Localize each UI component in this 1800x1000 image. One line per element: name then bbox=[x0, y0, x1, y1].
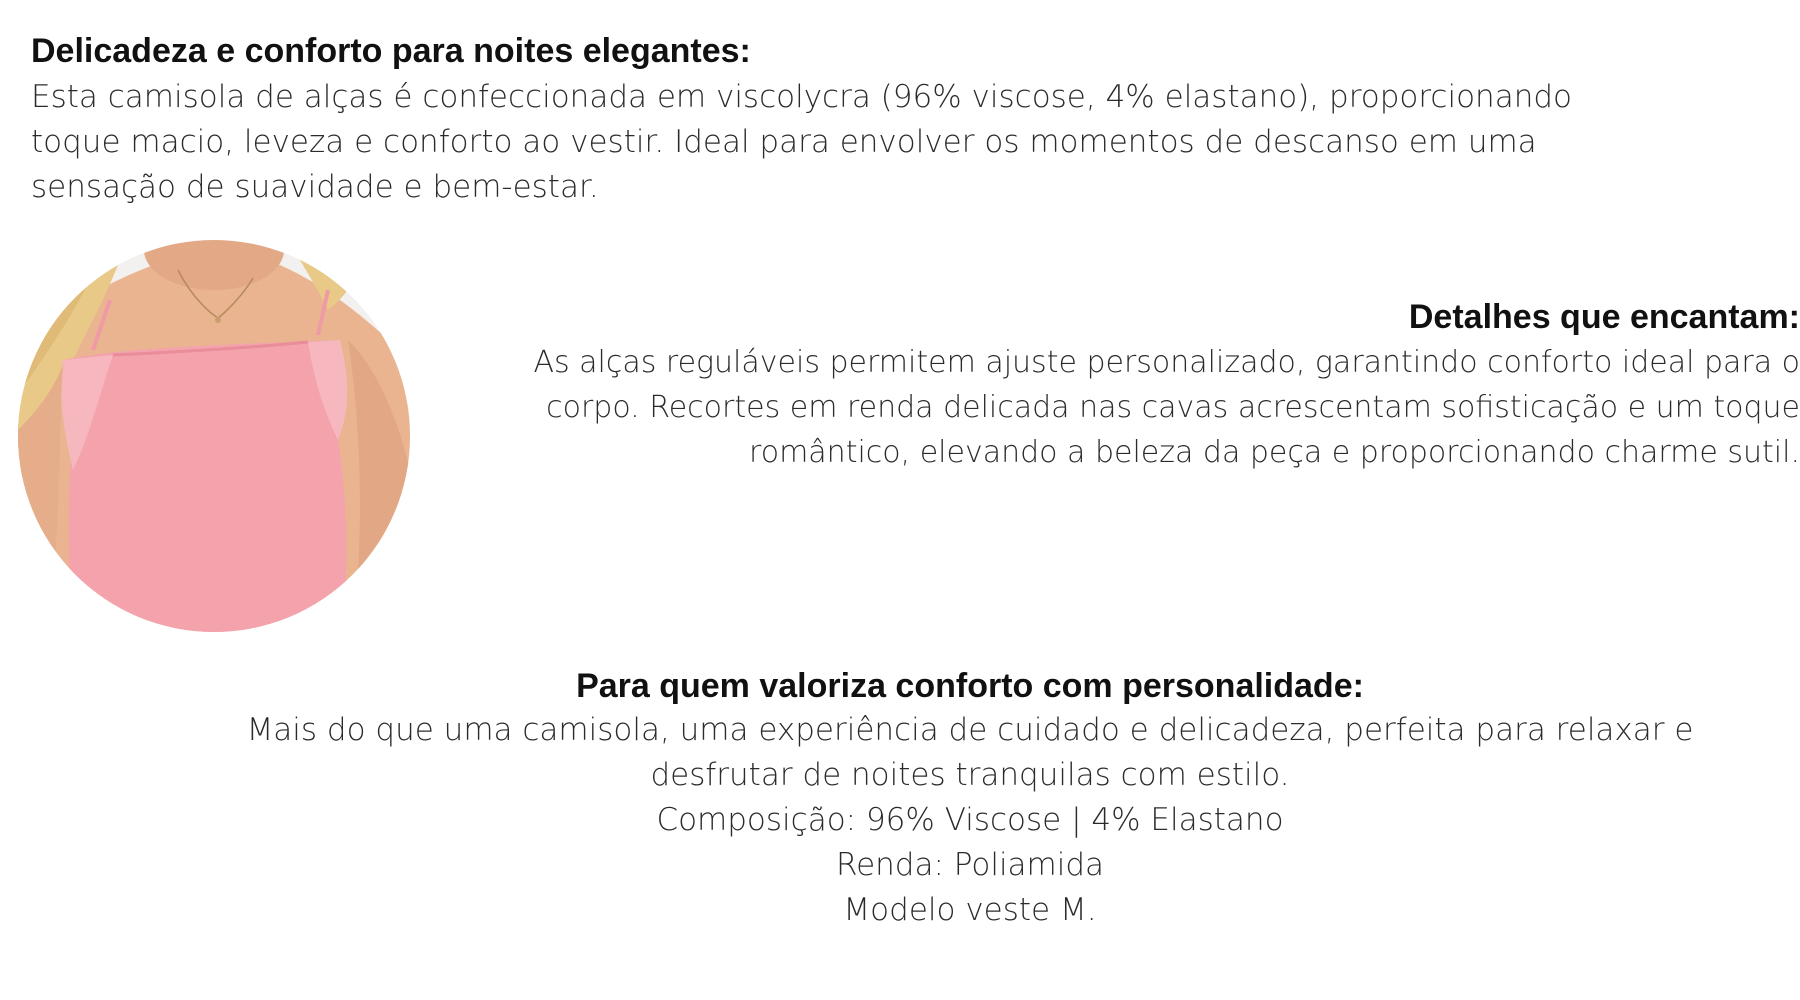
closing-line: desfrutar de noites tranquilas com estilo. bbox=[650, 757, 1290, 793]
intro-line: toque macio, leveza e conforto ao vestir. Ideal para envolver os momentos de descanso em uma bbox=[31, 124, 1537, 160]
intro-section bbox=[31, 30, 1571, 210]
closing-line: Mais do que uma camisola, uma experiência de cuidado e delicadeza, perfeita para relaxar e bbox=[246, 712, 1694, 748]
closing-heading: Para quem valoriza conforto com personalidade: bbox=[576, 667, 1364, 705]
details-line: corpo. Recortes em renda delicada nas cavas acrescentam sofisticação e um toque bbox=[546, 390, 1800, 425]
details-section bbox=[510, 296, 1800, 475]
closing-section bbox=[0, 665, 1800, 933]
model-size-line: Modelo veste M. bbox=[843, 892, 1097, 928]
garment bbox=[61, 340, 346, 632]
camisole-illustration bbox=[18, 240, 410, 632]
details-heading: Detalhes que encantam: bbox=[1408, 298, 1800, 336]
details-line: romântico, elevando a beleza da peça e proporcionando charme sutil. bbox=[749, 435, 1800, 470]
intro-paragraph bbox=[31, 75, 1571, 210]
intro-heading: Delicadeza e conforto para noites elegantes: bbox=[31, 32, 751, 70]
details-line: As alças reguláveis permitem ajuste personalizado, garantindo conforto ideal para o bbox=[533, 345, 1800, 380]
lace-material-line: Renda: Poliamida bbox=[835, 847, 1105, 883]
composition-line: Composição: 96% Viscose | 4% Elastano bbox=[656, 802, 1284, 838]
intro-line: sensação de suavidade e bem-estar. bbox=[31, 169, 599, 205]
details-paragraph bbox=[510, 340, 1800, 475]
product-photo bbox=[18, 240, 410, 632]
closing-paragraph bbox=[0, 708, 1800, 933]
intro-line: Esta camisola de alças é confeccionada em viscolycra (96% viscose, 4% elastano), proporcionando bbox=[31, 79, 1572, 115]
